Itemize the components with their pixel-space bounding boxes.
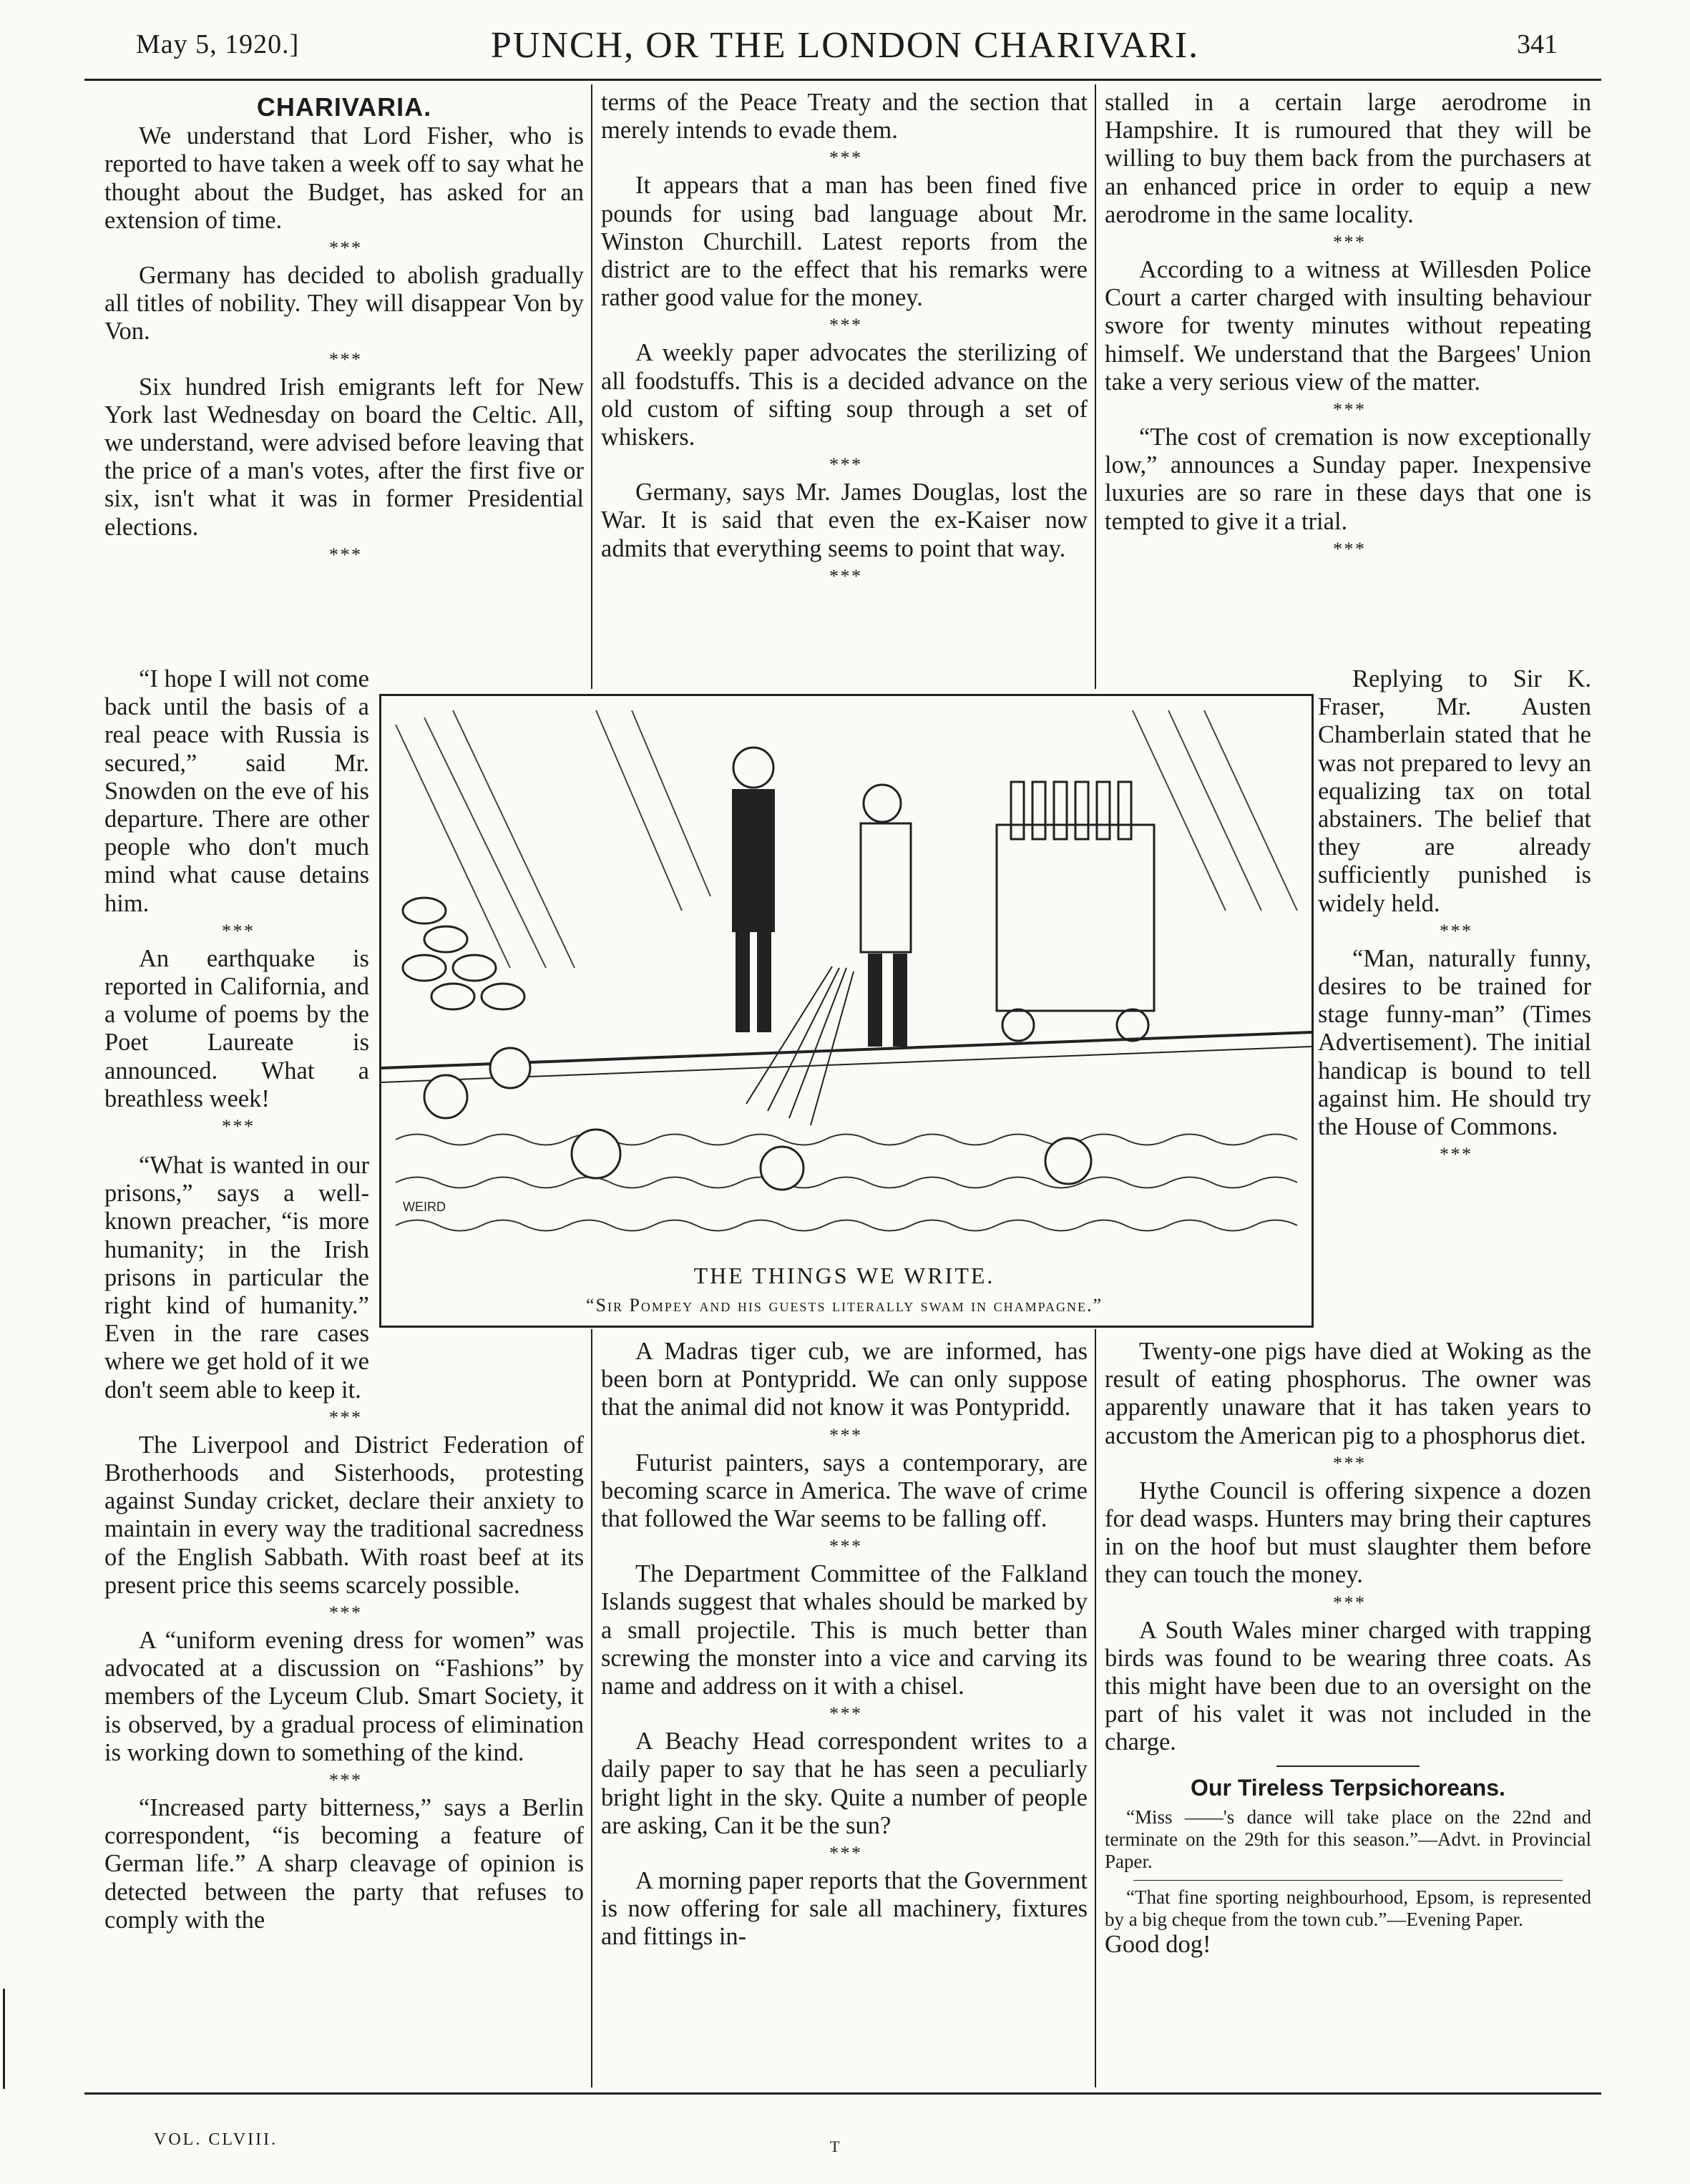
article-paragraph: We understand that Lord Fisher, who is reported to have taken a week off to say what he thought about the Budget, has asked for an extension of time. <box>104 122 584 234</box>
article-paragraph: Twenty-one pigs have died at Woking as the result of eating phosphorus. The owner was apparently unaware that it has taken years to accustom the American pig to a phosphorus diet. <box>1105 1338 1591 1449</box>
article-paragraph: “Increased party bitterness,” says a Berlin correspondent, “is becoming a feature of German life.” A sharp cleavage of opinion is detected between the party that refuses to comply with the <box>104 1794 584 1934</box>
section-heading: CHARIVARIA. <box>256 92 432 122</box>
article-paragraph: Germany, says Mr. James Douglas, lost the War. It is said that even the ex-Kaiser now admits that everything seems to point that way. <box>601 479 1088 562</box>
section-separator: * * * <box>829 1703 859 1725</box>
section-separator: * * * <box>1333 1592 1363 1613</box>
section-separator: * * * <box>222 920 252 941</box>
column-1-top <box>104 93 584 569</box>
article-paragraph: A Beachy Head correspondent writes to a daily paper to say that he has seen a peculiarly bright light in the sky. Quite a number of people are asking, Can it be the sun? <box>601 1728 1088 1839</box>
column-2-top <box>601 89 1088 590</box>
section-separator: * * * <box>1333 538 1363 559</box>
publication-title: PUNCH, OR THE LONDON CHARIVARI. <box>490 25 1200 66</box>
section-separator: * * * <box>329 544 359 565</box>
article-paragraph: Six hundred Irish emigrants left for New York last Wednesday on board the Celtic. All, we understand, were advised before leaving that the price of a man's votes, after the first five or six, isn't what it was in former Presidential elections. <box>104 373 584 541</box>
quoted-advertisement: “Miss ——'s dance will take place on the 22nd and terminate on the 29th for this season.”—Advt. in Provincial Paper. <box>1105 1806 1591 1872</box>
divider <box>1133 1880 1563 1881</box>
section-separator: * * * <box>329 238 359 259</box>
section-separator: * * * <box>329 1602 359 1624</box>
section-separator: * * * <box>1440 1144 1470 1165</box>
section-separator: * * * <box>829 1536 859 1557</box>
column-divider-2b <box>1095 1329 1096 2087</box>
section-separator: * * * <box>829 315 859 336</box>
column-3-top <box>1105 89 1591 563</box>
article-paragraph: A “uniform evening dress for women” was advocated at a discussion on “Fashions” by members of the Lyceum Club. Smart Society, it is observed, by a gradual process of elimination is working down to something of the kind. <box>104 1627 584 1766</box>
column-1-narrow <box>104 665 369 1140</box>
sub-heading: Our Tireless Terpsichoreans. <box>1191 1774 1505 1801</box>
background-hatching <box>396 710 1297 968</box>
article-paragraph: A Madras tiger cub, we are informed, has been born at Pontypridd. We can only suppose that the animal did not know it was Pontypridd. <box>601 1338 1088 1421</box>
quoted-paper: “That fine sporting neighbourhood, Epsom, is represented by a big cheque from the town cub.”—Evening Paper. <box>1105 1886 1591 1930</box>
header-rule <box>84 79 1601 81</box>
column-3-bottom <box>1105 1338 1591 1959</box>
water-waves <box>396 1135 1297 1231</box>
standing-butler-1 <box>732 748 775 1032</box>
divider <box>1276 1766 1420 1767</box>
section-separator: * * * <box>829 1424 859 1446</box>
standing-butler-2 <box>861 785 911 1047</box>
closing-line: Good dog! <box>1105 1930 1211 1958</box>
article-paragraph: stalled in a certain large aerodrome in Hampshire. It is rumoured that they will be willing to buy them back from the purchasers at an enhanced price in order to equip a new aerodrome in the same locality. <box>1105 89 1591 228</box>
article-paragraph: “What is wanted in our prisons,” says a well-known preacher, “is more humanity; in the Irish prisons in particular the right kind of humanity.” Even in the rare cases where we get hold of it we don't seem able to keep it. <box>104 1152 369 1404</box>
section-separator: * * * <box>1333 1452 1363 1474</box>
section-separator: * * * <box>829 565 859 587</box>
article-paragraph: A morning paper reports that the Government is now offering for sale all machinery, fixtures and fittings in- <box>601 1867 1088 1951</box>
article-paragraph: Hythe Council is offering sixpence a dozen for dead wasps. Hunters may bring their captures in on the hoof but must slaughter them before they can touch the money. <box>1105 1477 1591 1589</box>
article-paragraph: The Department Committee of the Falkland Islands suggest that whales should be marked by a small projectile. This is much better than screwing the monster into a vice and carving its name and address on it with a chisel. <box>601 1560 1088 1700</box>
column-divider-2a <box>1095 84 1096 689</box>
left-margin-line <box>3 1989 5 2089</box>
cartoon-illustration <box>379 694 1314 1328</box>
issue-date: May 5, 1920.] <box>136 29 300 59</box>
page-number: 341 <box>1517 29 1558 59</box>
article-paragraph: An earthquake is reported in California, and a volume of poems by the Poet Laureate is announced. What a breathless week! <box>104 944 369 1112</box>
column-divider-1a <box>591 84 592 689</box>
cartoon-caption: “Sir Pompey and his guests literally swam in champagne.” <box>585 1295 1103 1316</box>
section-separator: * * * <box>1440 920 1470 941</box>
section-separator: * * * <box>329 1406 359 1428</box>
column-3-narrow <box>1318 665 1591 1168</box>
article-paragraph: Futurist painters, says a contemporary, are becoming scarce in America. The wave of crime that followed the War seems to be falling off. <box>601 1449 1088 1533</box>
article-paragraph: “Man, naturally funny, desires to be trained for stage funny-man” (Times Advertisement). The initial handicap is bound to tell against him. He should try the House of Commons. <box>1318 944 1591 1141</box>
volume-label: VOL. CLVIII. <box>154 2130 278 2149</box>
column-2-bottom <box>601 1338 1088 1952</box>
bottle-pile <box>403 898 524 1009</box>
bottom-rule <box>84 2092 1601 2095</box>
section-separator: * * * <box>829 147 859 169</box>
artist-signature: WEIRD <box>403 1200 446 1214</box>
signature-mark: T <box>830 2138 840 2155</box>
swimmers <box>424 1048 1091 1190</box>
section-separator: * * * <box>829 454 859 476</box>
article-paragraph: terms of the Peace Treaty and the section that merely intends to evade them. <box>601 89 1088 145</box>
cartoon-title: THE THINGS WE WRITE. <box>693 1263 995 1288</box>
article-paragraph: It appears that a man has been fined five pounds for using bad language about Mr. Winston Churchill. Latest reports from the district are to the effect that his remarks were rather good value for the money. <box>601 172 1088 312</box>
section-separator: * * * <box>1333 399 1363 421</box>
article-paragraph: “The cost of cremation is now exceptionally low,” announces a Sunday paper. Inexpensive luxuries are so rare in these days that one is tempted to give it a trial. <box>1105 423 1591 535</box>
section-separator: * * * <box>329 1770 359 1791</box>
article-paragraph: Germany has decided to abolish gradually all titles of nobility. They will disappear Von by Von. <box>104 262 584 346</box>
cartoon-drawing <box>381 696 1312 1254</box>
article-paragraph: Replying to Sir K. Fraser, Mr. Austen Chamberlain stated that he was not prepared to levy an equalizing tax on total abstainers. The belief that they are already sufficiently punished is widely held. <box>1318 665 1591 917</box>
article-paragraph: “I hope I will not come back until the basis of a real peace with Russia is secured,” said Mr. Snowden on the eve of his departure. There are other people who don't much mind what cause detains him. <box>104 665 369 917</box>
bottle-cart <box>997 782 1154 1041</box>
article-paragraph: According to a witness at Willesden Police Court a carter charged with insulting behaviour swore for twenty minutes without repeating himself. We understand that the Bargees' Union take a very serious view of the matter. <box>1105 256 1591 396</box>
article-paragraph: A South Wales miner charged with trapping birds was found to be wearing three coats. As this might have been due to an oversight on the part of his valet it was not included in the charge. <box>1105 1616 1591 1756</box>
section-separator: * * * <box>329 348 359 370</box>
article-paragraph: A weekly paper advocates the sterilizing of all foodstuffs. This is a decided advance on the old custom of sifting soup through a set of whiskers. <box>601 339 1088 451</box>
column-divider-1b <box>591 1329 592 2087</box>
section-separator: * * * <box>222 1116 252 1137</box>
section-separator: * * * <box>1333 232 1363 253</box>
article-paragraph: The Liverpool and District Federation of Brotherhoods and Sisterhoods, protesting against Sunday cricket, declare their anxiety to maintain in every way the traditional sacredness of the English Sabbath. With roast beef at its present price this seems scarcely possible. <box>104 1431 584 1599</box>
section-separator: * * * <box>829 1843 859 1864</box>
